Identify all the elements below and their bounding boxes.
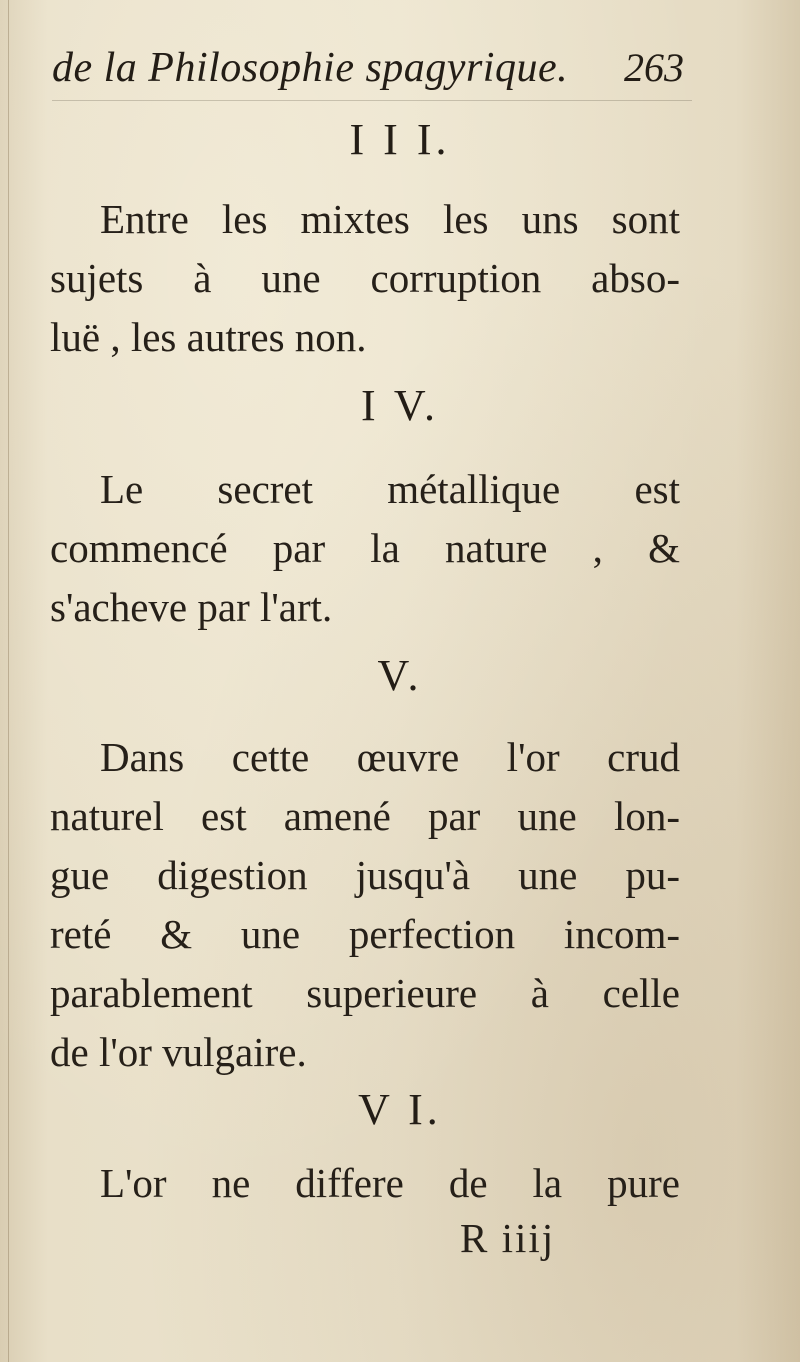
section-numeral-5: V.	[377, 651, 423, 700]
text-line: reté & une perfection incom-	[50, 911, 680, 957]
section-text-3	[50, 190, 680, 367]
text-line: Le secret métallique est	[100, 466, 680, 512]
text-line: luë , les autres non.	[50, 314, 367, 360]
text-line: s'acheve par l'art.	[50, 584, 333, 630]
text-line: de l'or vulgaire.	[50, 1029, 307, 1075]
page-number: 263	[624, 45, 684, 90]
section-numeral-4: I V.	[361, 381, 439, 430]
section-text-6	[50, 1154, 680, 1213]
text-line: Dans cette œuvre l'or crud	[100, 734, 680, 780]
text-line: naturel est amené par une lon-	[50, 793, 680, 839]
section-text-4	[50, 460, 680, 637]
text-line: parablement superieure à celle	[50, 970, 680, 1016]
section-numeral-3: I I I.	[349, 115, 451, 164]
text-line: Entre les mixtes les uns sont	[100, 196, 680, 242]
text-line: sujets à une corruption abso-	[50, 255, 680, 301]
signature-mark: R iiij	[460, 1215, 556, 1261]
text-line: L'or ne differe de la pure	[100, 1160, 680, 1206]
section-text-5	[50, 728, 680, 1082]
section-numeral-6: V I.	[358, 1085, 442, 1134]
text-line: gue digestion jusqu'à une pu-	[50, 852, 680, 898]
text-line: commencé par la nature , &	[50, 525, 680, 571]
page-header	[52, 40, 692, 101]
running-head: de la Philosophie spagyrique.	[52, 45, 569, 91]
